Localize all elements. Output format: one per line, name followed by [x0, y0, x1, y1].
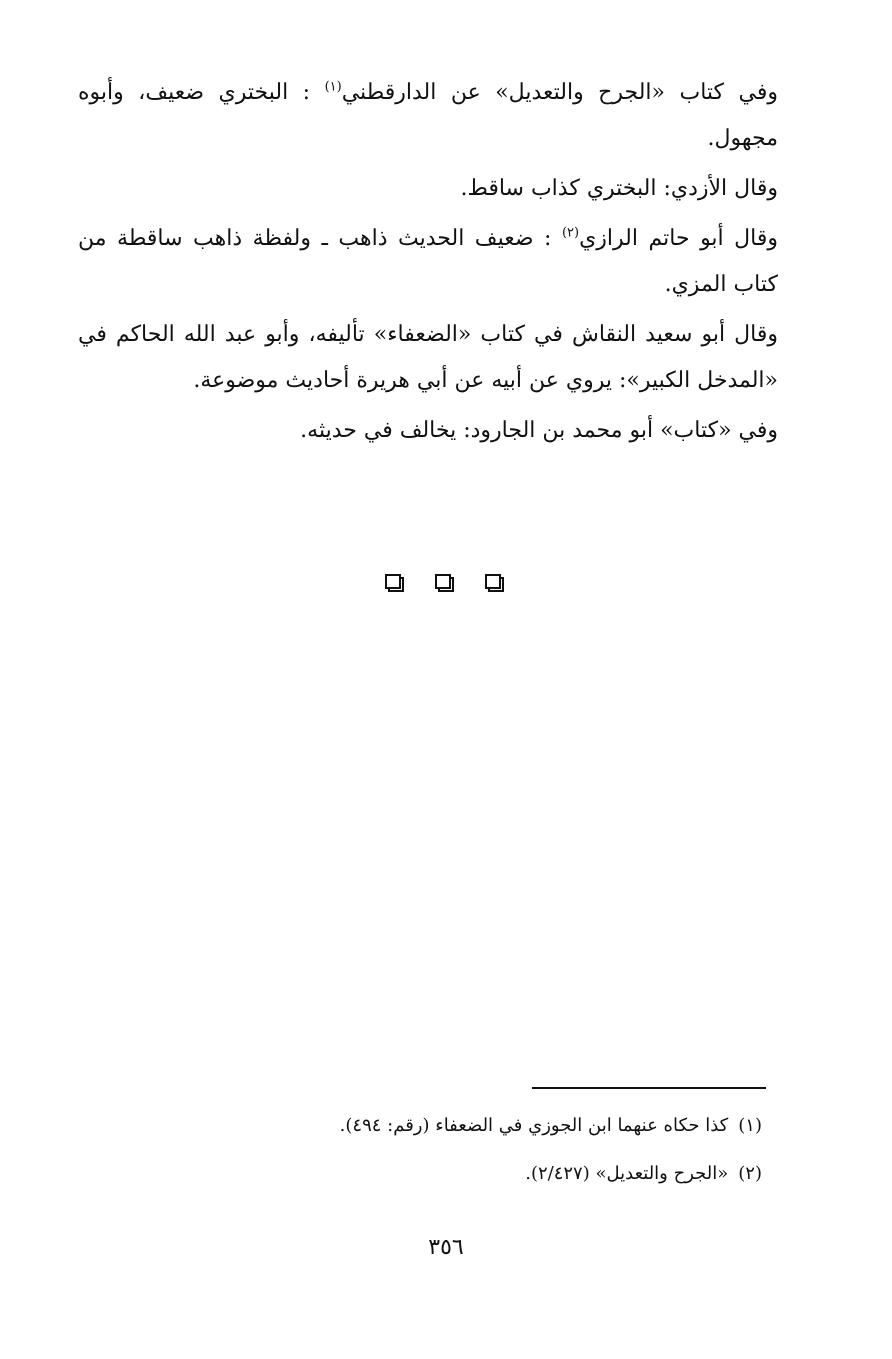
footnote-number: (١)	[738, 1115, 762, 1136]
paragraph-5: وفي «كتاب» أبو محمد بن الجارود: يخالف في حديثه.	[300, 418, 778, 443]
paragraph-3	[78, 216, 778, 308]
footnote-text: كذا حكاه عنهما ابن الجوزي في الضعفاء (رقم: ٤٩٤).	[339, 1115, 729, 1136]
square-ornament-icon	[385, 574, 407, 594]
paragraph-1	[78, 70, 778, 162]
page-number: ٣٥٦	[428, 1235, 464, 1260]
paragraph-1-text-a: وفي كتاب «الجرح والتعديل» عن الدارقطني	[341, 80, 778, 105]
paragraph-2: وقال الأزدي: البختري كذاب ساقط.	[460, 176, 778, 201]
footnote-text: «الجرح والتعديل» (٢/٤٢٧).	[525, 1163, 729, 1184]
paragraph-3-text-b: : ضعيف الحديث ذاهب ـ ولفظة ذاهب ساقطة من كتاب المزي.	[78, 226, 778, 297]
footnote-ref-2: (٢)	[561, 225, 580, 241]
footnote-1	[200, 1106, 762, 1146]
footnotes	[200, 1106, 762, 1202]
paragraph-1-text-b: : البختري ضعيف، وأبوه مجهول.	[78, 80, 778, 151]
paragraph-4: وقال أبو سعيد النقاش في كتاب «الضعفاء» تأليفه، وأبو عبد الله الحاكم في «المدخل الكبير»: يروي عن أبيه عن أبي هريرة أحاديث موضوعة.	[78, 322, 778, 393]
square-ornament-icon	[485, 574, 507, 594]
section-end-ornament	[0, 574, 892, 598]
footnote-divider	[532, 1087, 766, 1089]
paragraph-3-text-a: وقال أبو حاتم الرازي	[579, 226, 778, 251]
square-ornament-icon	[435, 574, 457, 594]
footnote-2	[200, 1154, 762, 1194]
footnote-ref-1: (١)	[324, 79, 342, 95]
main-text	[78, 70, 778, 458]
footnote-number: (٢)	[738, 1163, 762, 1184]
